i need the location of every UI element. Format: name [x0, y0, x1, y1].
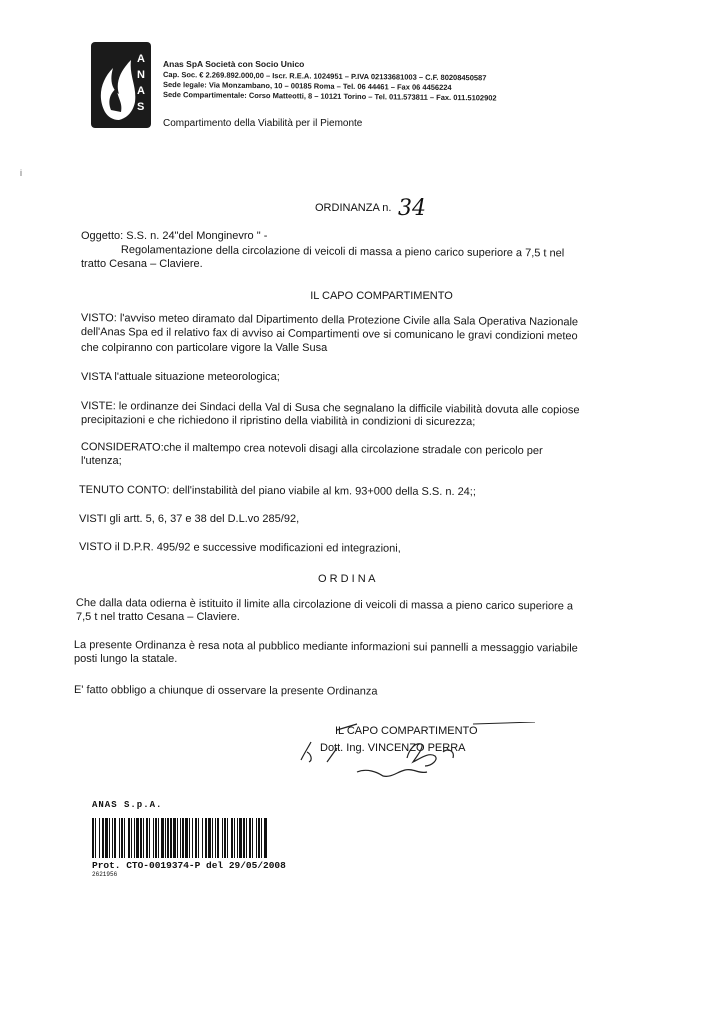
obbligo-text: E' fatto obbligo a chiunque di osservare la presente Ordinanza: [73, 684, 378, 698]
considerato-line-1: CONSIDERATO:che il maltempo crea notevoli disagi alla circolazione stradale con pericolo per: [80, 440, 543, 458]
signature-title: IL CAPO COMPARTIMENTO: [335, 725, 478, 737]
anas-logo: [91, 42, 151, 128]
visto1-line-1: VISTO: l'avviso meteo diramato dal Dipartimento della Protezione Civile alla Sala Operativa Nazionale: [80, 311, 579, 329]
ordina-line-2: 7,5 t nel tratto Cesana – Claviere.: [76, 611, 240, 623]
company-registration: Cap. Soc. € 2.269.892.000,00 – Iscr. R.E.A. 1024951 – P.IVA 02133681003 – C.F. 80208450587: [162, 70, 487, 83]
footer-company: ANAS S.p.A.: [92, 800, 163, 810]
viste-line-1: VISTE: le ordinanze dei Sindaci della Val di Susa che segnalano la difficile viabilità dovuta alle copiose: [80, 399, 580, 417]
company-regional-seat: Sede Compartimentale: Corso Matteotti, 8 – 10121 Torino – Tel. 011.573811 – Fax. 011.5102902: [162, 90, 497, 103]
subject-line-2: Regolamentazione della circolazione di veicoli di massa a pieno carico superiore a 7,5 t nel: [120, 243, 565, 260]
signature-name: Dott. Ing. VINCENZO PERRA: [320, 742, 466, 754]
margin-mark: i: [20, 168, 22, 178]
handwritten-signature: [297, 722, 537, 782]
protocol-code: 2621956: [92, 871, 118, 878]
subject-line-3: tratto Cesana – Claviere.: [81, 258, 203, 270]
heading-capo: IL CAPO COMPARTIMENTO: [310, 290, 453, 302]
svg-text:S: S: [137, 101, 145, 113]
ordinance-number: 34: [398, 196, 426, 221]
subject-line-1: Oggetto: S.S. n. 24"del Monginevro " -: [81, 230, 268, 242]
svg-text:A: A: [137, 53, 145, 65]
considerato-line-2: l'utenza;: [81, 455, 122, 467]
company-legal-seat: Sede legale: Via Monzambano, 10 – 00185 Roma – Tel. 06 44461 – Fax 06 4456224: [162, 80, 452, 93]
visto2-text: VISTO il D.P.R. 495/92 e successive modificazioni ed integrazioni,: [78, 541, 401, 555]
ordinance-title: ORDINANZA n.: [315, 202, 392, 214]
protocol-number: Prot. CTO-0019374-P del 29/05/2008: [92, 860, 286, 871]
visti-text: VISTI gli artt. 5, 6, 37 e 38 del D.L.vo 285/92,: [79, 513, 300, 525]
svg-text:N: N: [137, 69, 145, 81]
svg-text:A: A: [137, 85, 145, 97]
viste-line-2: precipitazioni e che richiedono il ripristino della viabilità in condizioni di sicurezza;: [80, 414, 476, 429]
tenuto-conto-text: TENUTO CONTO: dell'instabilità del piano viabile al km. 93+000 della S.S. n. 24;;: [78, 484, 476, 499]
visto1-line-3: che colpiranno con particolare vigore la Valle Susa: [81, 342, 328, 354]
ordina-line-1: Che dalla data odierna è istituito il limite alla circolazione di veicoli di massa a pieno carico superiore a: [75, 597, 574, 613]
department-name: Compartimento della Viabilità per il Piemonte: [163, 118, 363, 129]
barcode: [92, 818, 268, 858]
visto1-line-2: dell'Anas Spa ed il relativo fax di avviso ai Compartimenti ove si comunicano le gravi condizioni meteo: [80, 325, 578, 343]
heading-ordina: O R D I N A: [318, 573, 376, 585]
vista-text: VISTA l'attuale situazione meteorologica;: [81, 371, 280, 383]
notice-line-2: posti lungo la statale.: [74, 653, 178, 665]
company-name: Anas SpA Società con Socio Unico: [163, 59, 305, 69]
notice-line-1: La presente Ordinanza è resa nota al pubblico mediante informazioni sui pannelli a messaggio variabile: [73, 639, 578, 655]
